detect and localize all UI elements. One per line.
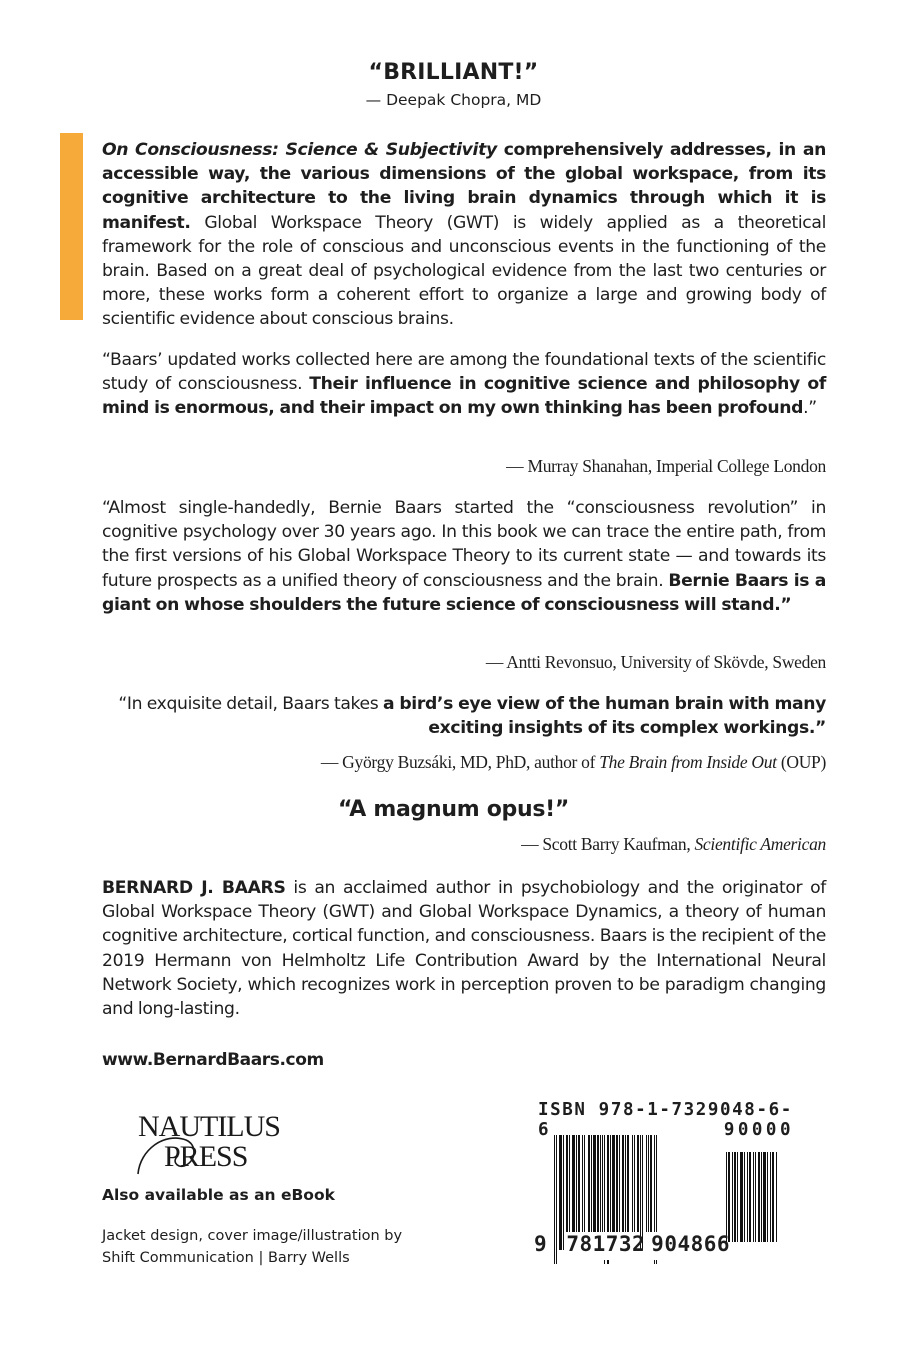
ean-first-digit: 9 bbox=[534, 1232, 548, 1256]
ean-digits bbox=[534, 1232, 730, 1256]
blurb-quote bbox=[102, 496, 826, 617]
design-credit-line-1: Jacket design, cover image/illustration by bbox=[102, 1228, 403, 1244]
blurb-text: “In exquisite detail, Baars takes bbox=[118, 694, 383, 714]
blurb-text: .” bbox=[803, 398, 817, 419]
book-reference: The Brain from Inside Out bbox=[599, 752, 777, 772]
attribution-text: — György Buzsáki, MD, PhD, author of bbox=[320, 752, 600, 772]
description-regular: Global Workspace Theory (GWT) is widely applied as a theoretical framework for the role of conscious and unconscious events in the functioning of the brain. Based on a great deal of psychological evidence from the last two centuries or more, these works form a coherent effort to organize a large and growing body of scientific evidence about conscious brains. bbox=[102, 212, 826, 330]
book-title: On Consciousness: Science & Subjectivity bbox=[102, 140, 497, 160]
author-bio bbox=[102, 876, 826, 1021]
barcode-bar bbox=[776, 1152, 777, 1242]
blurb-quote bbox=[102, 692, 826, 740]
price-addon-code: 90000 bbox=[723, 1120, 794, 1140]
ean-left-group: 781732 bbox=[566, 1232, 646, 1256]
blurb-bold-text: Bernie Baars is a giant on whose shoulders the future science of consciousness will stand.” bbox=[102, 570, 826, 615]
ebook-note: Also available as an eBook bbox=[102, 1186, 335, 1204]
isbn-barcode bbox=[532, 1100, 804, 1260]
blurb-attribution bbox=[521, 834, 826, 855]
publisher-logo bbox=[134, 1110, 284, 1174]
blurb-bold-text: a bird’s eye view of the human brain with many exciting insights of its complex workings.” bbox=[382, 694, 826, 739]
design-credit-line-2: Shift Communication | Barry Wells bbox=[102, 1250, 350, 1266]
attribution-text: (OUP) bbox=[776, 752, 826, 772]
blurb-text: “Almost single-handedly, Bernie Baars started the “consciousness revolution” in cognitive psychology over 30 years ago. In this book we can trace the entire path, from the first versions of his Global Workspace Theory to its current state — and towards its future prospects as a unified theory of consciousness and the brain. bbox=[102, 498, 826, 591]
description-bold: comprehensively addresses, in an accessible way, the various dimensions of the global workspace, from its cognitive architecture to the living brain dynamics through which it is manifest. bbox=[102, 140, 826, 233]
blurb-quote bbox=[102, 348, 826, 421]
author-website-link[interactable]: www.BernardBaars.com bbox=[102, 1050, 324, 1070]
logo-line-1: NAUTILUS bbox=[138, 1110, 280, 1143]
logo-line-2: PRESS bbox=[164, 1140, 248, 1173]
blurb-text: “Baars’ updated works collected here are among the foundational texts of the scientific study of consciousness. bbox=[102, 350, 826, 395]
ean-right-group: 904866 bbox=[651, 1232, 731, 1256]
blurb-attribution: — Murray Shanahan, Imperial College London bbox=[506, 456, 826, 476]
blurb-bold-text: Their influence in cognitive science and philosophy of mind is enormous, and their impact on my own thinking has been profound bbox=[102, 374, 827, 419]
blurb-attribution: — Antti Revonsuo, University of Skövde, Sweden bbox=[485, 652, 826, 672]
barcode-bars-addon bbox=[726, 1152, 800, 1242]
author-name: BERNARD J. BAARS bbox=[102, 878, 286, 898]
author-bio-text: is an acclaimed author in psychobiology and the originator of Global Workspace Theory (GWT) and Global Workspace Dynamics, a theory of human cognitive architecture, cortical function, and consciousness. Baars is the recipient of the 2019 Hermann von Helmholtz Life Contribution Award by the International Neural Network Society, which recognizes work in perception proven to be paradigm changing and long-lasting. bbox=[102, 878, 826, 1020]
blurb-attribution bbox=[321, 752, 826, 773]
magnum-quote: “A magnum opus!” bbox=[337, 797, 570, 822]
attribution-text: — Scott Barry Kaufman, bbox=[521, 834, 695, 854]
headline-attribution: — Deepak Chopra, MD bbox=[365, 91, 542, 109]
headline-quote: “BRILLIANT!” bbox=[368, 60, 539, 85]
isbn-label: ISBN 978-1-7329048-6-6 bbox=[538, 1100, 793, 1140]
publication-name: Scientific American bbox=[694, 834, 826, 854]
book-description bbox=[102, 138, 826, 332]
accent-bar bbox=[60, 133, 83, 320]
